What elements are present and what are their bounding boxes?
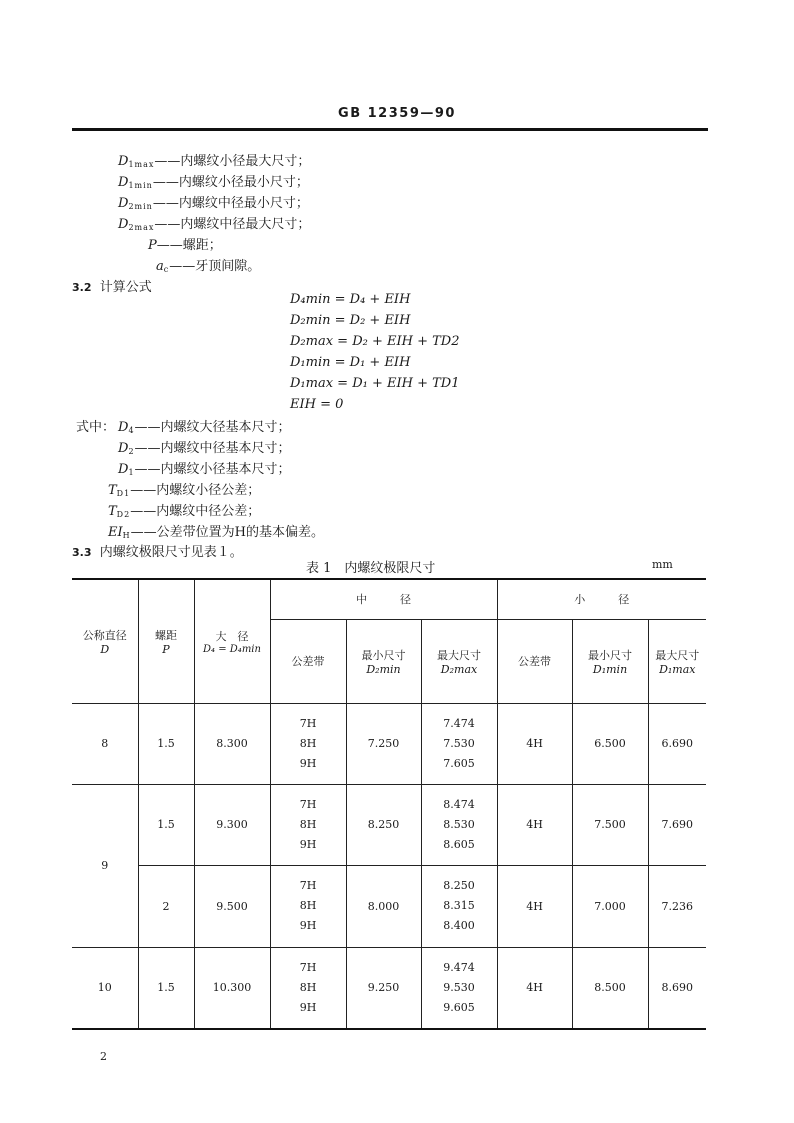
header-d2max: 最大尺寸 D₂max xyxy=(421,619,497,703)
symbol-line: $EI_H——$公差带位置为H的基本偏差。 xyxy=(108,525,324,540)
symbol-line: $T_{D2}——$内螺纹中径公差； xyxy=(108,504,261,519)
header-d2min: 最小尺寸 D₂min xyxy=(346,619,421,703)
formula: EIH = 0 xyxy=(290,397,344,412)
formula: D₂min = D₂ + EIH xyxy=(290,313,411,328)
symbol-line: $D_2——$内螺纹中径基本尺寸； xyxy=(118,441,291,456)
symbol-line: $T_{D1}——$内螺纹小径公差； xyxy=(108,483,261,498)
symbol-line: P——螺距； xyxy=(148,238,222,253)
table-row: 8 1.5 8.300 7H 8H 9H 7.250 7.474 7.530 7.605 4H 6.500 6.690 xyxy=(72,703,706,784)
header-d1min: 最小尺寸 D₁min xyxy=(572,619,648,703)
section-heading: 3.3 内螺纹极限尺寸见表１。 xyxy=(72,545,243,560)
symbol-line: $D_{1min}——$内螺纹小径最小尺寸； xyxy=(118,175,309,190)
symbol-line: $D_{1max}——$内螺纹小径最大尺寸； xyxy=(118,154,311,169)
table-row: 10 1.5 10.300 7H 8H 9H 9.250 9.474 9.530 9.605 4H 8.500 8.690 xyxy=(72,947,706,1029)
document-header: GB 12359—90 xyxy=(338,106,456,121)
table-row: 2 9.500 7H 8H 9H 8.000 8.250 8.315 8.400 4H 7.000 7.236 xyxy=(72,865,706,947)
symbol-line: $D_{2min}——$内螺纹中径最小尺寸； xyxy=(118,196,309,211)
formula: D₂max = D₂ + EIH + TD2 xyxy=(290,334,460,349)
table-unit: mm xyxy=(652,558,673,571)
table-row: 9 1.5 9.300 7H 8H 9H 8.250 8.474 8.530 8.605 4H 7.500 7.690 xyxy=(72,784,706,865)
header-major: 大 径 D₄ = D₄min xyxy=(194,579,270,703)
header-minor-diameter: 小 径 xyxy=(497,579,706,619)
header-pitch: 螺距 P xyxy=(138,579,194,703)
header-tol-class: 公差带 xyxy=(270,619,346,703)
symbol-line: $D_4——$内螺纹大径基本尺寸； xyxy=(118,420,291,435)
header-rule xyxy=(72,128,708,131)
limits-table xyxy=(72,578,706,1030)
where-label: 式中： xyxy=(76,420,116,435)
section-heading: 3.2 计算公式 xyxy=(72,280,152,295)
header-nominal: 公称直径 D xyxy=(72,579,138,703)
symbol-line: $D_1——$内螺纹小径基本尺寸； xyxy=(118,462,291,477)
formula: D₁min = D₁ + EIH xyxy=(290,355,411,370)
formula: D₁max = D₁ + EIH + TD1 xyxy=(290,376,460,391)
table-caption: 表 1 内螺纹极限尺寸 xyxy=(306,561,436,576)
symbol-line: $a_c——$牙顶间隙。 xyxy=(156,259,261,274)
header-tol-class: 公差带 xyxy=(497,619,572,703)
header-pitch-diameter: 中 径 xyxy=(270,579,497,619)
formula: D₄min = D₄ + EIH xyxy=(290,292,411,307)
symbol-line: $D_{2max}——$内螺纹中径最大尺寸； xyxy=(118,217,311,232)
header-d1max: 最大尺寸 D₁max xyxy=(648,619,706,703)
page-number: 2 xyxy=(100,1050,107,1063)
